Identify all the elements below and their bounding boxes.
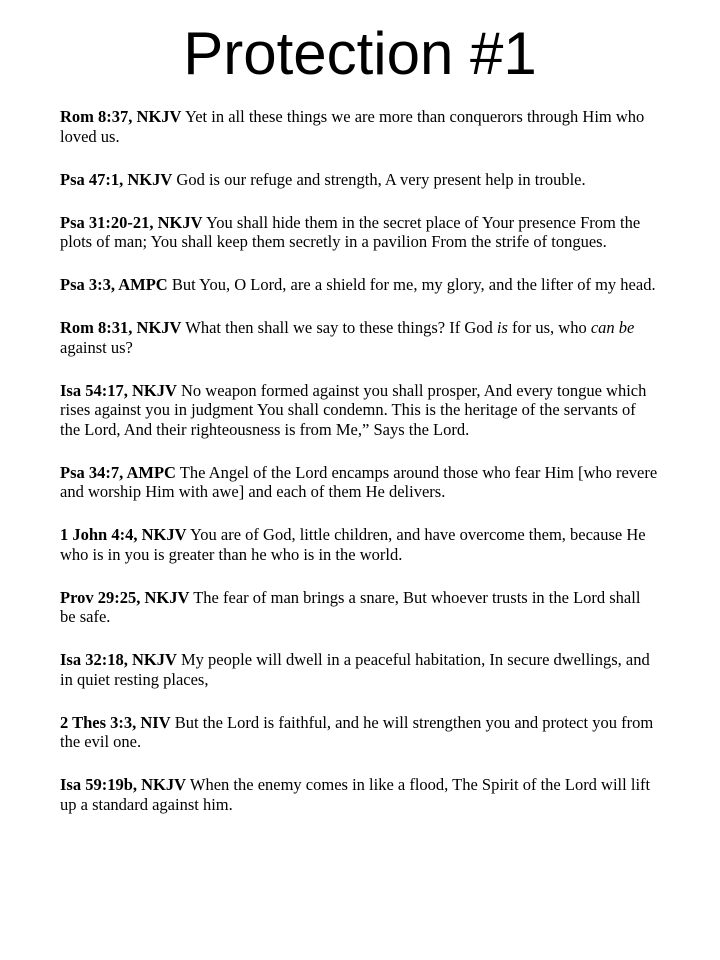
verse-text: When the enemy comes in like a flood, The Spirit of the Lord will lift up a standard against him. [60,775,651,814]
verse-item [60,588,660,627]
verse-reference: 1 John 4:4, NKJV [60,525,187,544]
verse-item [60,318,660,357]
verse-text: No weapon formed against you shall prosper, And every tongue which rises against you in judgment You shall condemn. This is the heritage of the servants of the Lord, And their righteousness is from Me,” Says the Lord. [60,380,647,439]
verse-reference: Isa 59:19b, NKJV [60,775,187,794]
verse-reference: Isa 54:17, NKJV [60,380,177,400]
page-title: Protection #1 [183,20,537,87]
verse-text: Yet in all these things we are more than conquerors through Him who loved us. [60,107,645,146]
verse-item [60,381,660,440]
verse-item [60,107,660,146]
verse-reference: Isa 32:18, NKJV [60,650,177,669]
verse-item [60,463,660,502]
verse-text: But the Lord is faithful, and he will strengthen you and protect you from the evil one. [60,712,654,751]
verse-text: against us? [60,337,133,357]
verse-item [60,213,660,252]
verse-reference: Psa 3:3, AMPC [60,275,168,294]
verse-reference: Rom 8:31, NKJV [60,318,182,337]
verse-reference: Psa 31:20-21, NKJV [60,212,203,232]
verse-text: The Angel of the Lord encamps around those who fear Him [who revere and worship Him with awe] and each of them He delivers. [60,462,658,501]
verse-italic-text: can be [590,318,635,337]
verse-item [60,713,660,752]
verse-text: You are of God, little children, and have overcome them, because He who is in you is greater than he who is in the world. [60,525,646,564]
verse-text: My people will dwell in a peaceful habitation, In secure dwellings, and in quiet resting places, [60,650,650,689]
verse-text: What then shall we say to these things? If God [181,318,497,337]
verse-reference: Prov 29:25, NKJV [60,587,190,607]
verse-text: You shall hide them in the secret place of Your presence From the plots of man; You shall keep them secretly in a pavilion From the strife of tongues. [60,212,641,251]
verse-reference: Psa 34:7, AMPC [60,462,176,482]
verse-item [60,775,660,814]
verse-item [60,525,660,564]
verse-reference: Psa 47:1, NKJV [60,169,173,189]
verse-reference: Rom 8:37, NKJV [60,107,182,126]
verse-text: God is our refuge and strength, A very present help in trouble. [172,169,586,189]
verse-item [60,275,660,295]
verse-item [60,170,660,190]
verse-reference: 2 Thes 3:3, NIV [60,712,171,732]
verse-text: The fear of man brings a snare, But whoever trusts in the Lord shall be safe. [60,587,641,626]
verse-text: for us, who [507,318,591,337]
verse-list [60,107,660,838]
verse-item [60,650,660,689]
verse-text: But You, O Lord, are a shield for me, my glory, and the lifter of my head. [167,275,656,294]
verse-italic-text: is [496,318,508,337]
